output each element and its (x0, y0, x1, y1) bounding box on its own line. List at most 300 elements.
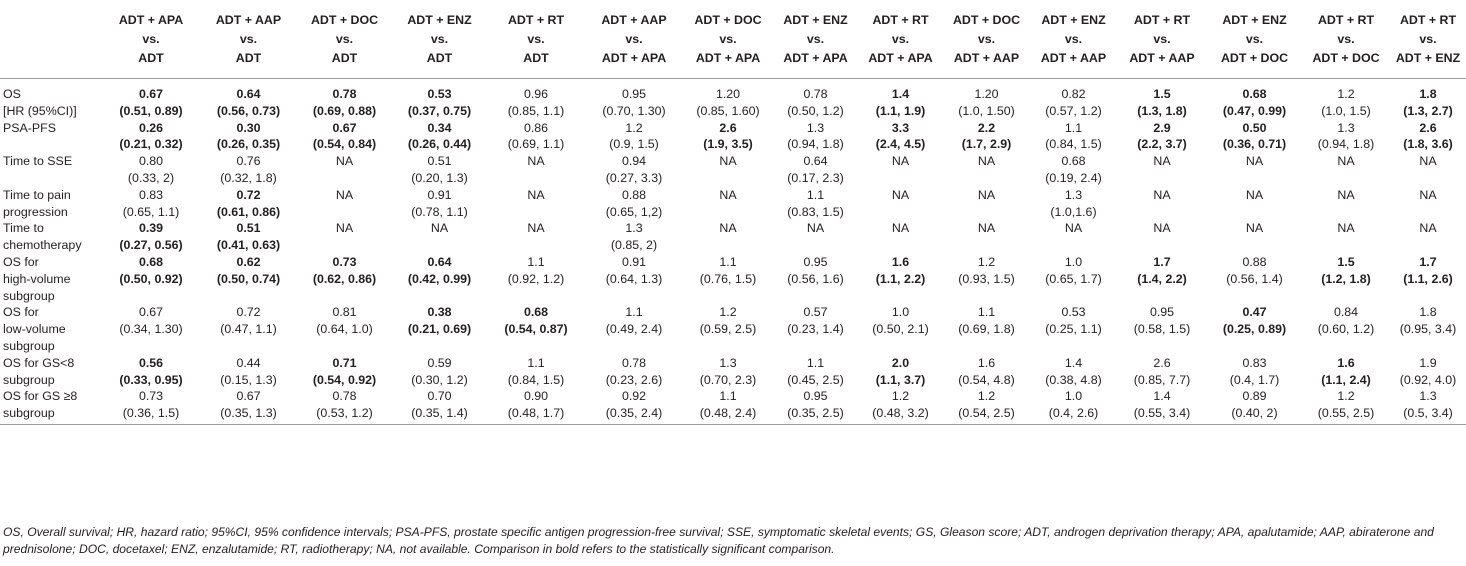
table-cell (1207, 254, 1302, 304)
hazard-ratio-value: 0.67 (138, 305, 164, 320)
hazard-ratio-value: 0.34 (427, 120, 452, 135)
hazard-ratio-value: 2.2 (977, 120, 996, 135)
table-cell (297, 187, 392, 221)
table-cell (1117, 254, 1207, 304)
confidence-interval: (0.55, 2.5) (1317, 406, 1375, 421)
hazard-ratio-value: NA (1245, 154, 1264, 169)
column-header (1030, 0, 1117, 79)
hazard-ratio-value: 2.6 (1419, 120, 1437, 135)
hazard-ratio-value: 0.95 (621, 87, 647, 101)
hazard-ratio-value: 0.68 (1242, 87, 1267, 101)
confidence-interval: (0.19, 2.4) (1045, 170, 1102, 185)
table-cell (487, 86, 585, 120)
hazard-ratio-value: 0.64 (427, 254, 452, 269)
confidence-interval: (0.15, 1.3) (220, 372, 277, 387)
confidence-interval: (0.9, 1.5) (609, 137, 659, 152)
table-cell (102, 220, 200, 254)
confidence-interval: (0.93, 1.5) (958, 271, 1015, 286)
row-label-line: subgroup (3, 338, 55, 353)
row-label-line: progression (3, 204, 68, 219)
table-cell (585, 304, 683, 354)
column-header-line: ADT + RT (872, 12, 929, 27)
hazard-ratio-value: NA (977, 187, 996, 202)
confidence-interval: (0.69, 1.8) (958, 322, 1015, 337)
hazard-ratio-value: 1.1 (806, 187, 825, 202)
table-cell (297, 86, 392, 120)
hazard-ratio-value: 0.39 (138, 221, 164, 236)
confidence-interval: (0.20, 1.3) (411, 170, 468, 185)
hazard-ratio-value: 1.0 (1064, 389, 1083, 404)
table-cell (585, 187, 683, 221)
column-header (943, 0, 1030, 79)
column-header (102, 0, 200, 79)
table-cell (858, 355, 943, 389)
table-cell (1030, 304, 1117, 354)
table-cell (1207, 120, 1302, 154)
row-label-line: subgroup (3, 372, 55, 387)
hazard-ratio-value: 0.78 (803, 87, 828, 101)
row-label-line: Time to pain (3, 187, 71, 202)
hazard-ratio-value: 0.73 (138, 389, 164, 404)
hazard-ratio-value: NA (1337, 187, 1355, 202)
confidence-interval: (0.36, 0.71) (1222, 137, 1287, 152)
confidence-interval: (1.4, 2.2) (1137, 271, 1187, 286)
table-row (0, 304, 1466, 354)
row-label-line: chemotherapy (3, 238, 82, 253)
table-cell (943, 304, 1030, 354)
hazard-ratio-value: NA (1245, 187, 1264, 202)
table-cell (1207, 153, 1302, 187)
table-cell (773, 153, 858, 187)
table-cell (1030, 153, 1117, 187)
confidence-interval: (0.35, 1.3) (220, 406, 277, 421)
hazard-ratio-value: 0.68 (523, 305, 549, 320)
row-label-line: subgroup (3, 406, 55, 421)
column-header-line: ADT + APA (695, 50, 761, 65)
column-header-line: ADT + APA (601, 50, 667, 65)
column-header (1117, 0, 1207, 79)
hazard-ratio-value: NA (1419, 187, 1437, 202)
column-header-line: vs. (430, 31, 449, 46)
hazard-ratio-value: 1.2 (977, 389, 996, 404)
column-header-line: ADT + RT (1133, 12, 1191, 27)
table-row (0, 86, 1466, 120)
table-cell (1302, 388, 1390, 424)
table-cell (200, 153, 297, 187)
confidence-interval: (0.50, 0.92) (119, 271, 183, 286)
table-row (0, 220, 1466, 254)
table-cell (1302, 153, 1390, 187)
column-header-line: ADT + AAP (215, 12, 282, 27)
confidence-interval: (0.60, 1.2) (1317, 322, 1375, 337)
hazard-ratio-value: 1.4 (1153, 389, 1171, 404)
hazard-ratio-value: 1.8 (1419, 87, 1437, 101)
confidence-interval: (0.84, 1.5) (1045, 137, 1102, 152)
header-spacer (0, 79, 1466, 87)
table-cell (683, 220, 773, 254)
confidence-interval: (0.53, 1.2) (316, 406, 373, 421)
confidence-interval: (0.92, 4.0) (1399, 372, 1457, 387)
table-cell (1302, 120, 1390, 154)
hazard-ratio-value: 1.3 (625, 221, 643, 236)
hazard-ratio-value: NA (891, 154, 910, 169)
hazard-ratio-value: 0.80 (138, 154, 164, 169)
row-label-line: OS for (3, 254, 39, 269)
hazard-ratio-value: 0.89 (1242, 389, 1267, 404)
table-cell (1390, 120, 1466, 154)
column-header-line: ADT + ENZ (1041, 12, 1106, 27)
confidence-interval: (0.41, 0.63) (216, 238, 281, 253)
table-cell (1302, 254, 1390, 304)
confidence-interval: (0.54, 0.84) (312, 137, 377, 152)
confidence-interval: (0.69, 1.1) (507, 137, 565, 152)
confidence-interval: (0.21, 0.32) (119, 137, 183, 152)
hazard-ratio-value: NA (335, 221, 354, 236)
table-row (0, 355, 1466, 389)
table-cell (943, 153, 1030, 187)
row-label (0, 388, 102, 424)
hazard-ratio-value: 1.6 (977, 355, 996, 370)
hazard-ratio-value: NA (335, 187, 354, 202)
hazard-ratio-value: NA (1337, 221, 1355, 236)
column-header-line: ADT + RT (507, 12, 565, 27)
hazard-ratio-value: 1.0 (1064, 254, 1083, 269)
column-header-line: vs. (1153, 31, 1171, 46)
table-cell (858, 187, 943, 221)
table-cell (1030, 388, 1117, 424)
column-header-line: ADT + ENZ (407, 12, 472, 27)
hazard-ratio-value: 0.73 (332, 254, 357, 269)
table-cell (585, 153, 683, 187)
hazard-ratio-value: 1.1 (1064, 120, 1083, 135)
table-cell (1117, 355, 1207, 389)
confidence-interval: (0.70, 2.3) (699, 372, 757, 387)
row-label-line: OS for GS ≥8 (3, 389, 78, 404)
confidence-interval: (0.65, 1.1) (122, 204, 180, 219)
hazard-ratio-value: NA (335, 154, 354, 169)
hazard-ratio-value: NA (719, 221, 737, 236)
hazard-ratio-value: 1.1 (977, 305, 996, 320)
column-header (1302, 0, 1390, 79)
column-header (585, 0, 683, 79)
hazard-ratio-value: 1.4 (891, 87, 910, 101)
column-header-line: ADT + ENZ (783, 12, 848, 27)
confidence-interval: (1.7, 2.9) (961, 137, 1012, 152)
hazard-ratio-value: 0.72 (236, 305, 261, 320)
table-cell (943, 187, 1030, 221)
hazard-ratio-value: 1.20 (974, 87, 999, 101)
table-cell (487, 220, 585, 254)
row-label-line: high-volume (3, 271, 71, 286)
table-cell (585, 220, 683, 254)
hazard-ratio-value: 0.90 (523, 389, 549, 404)
table-cell (1302, 355, 1390, 389)
table-cell (943, 355, 1030, 389)
column-header-line: vs. (806, 31, 825, 46)
table-row (0, 254, 1466, 304)
table-cell (487, 187, 585, 221)
table-cell (773, 86, 858, 120)
table-cell (858, 388, 943, 424)
confidence-interval: (0.78, 1.1) (411, 204, 468, 219)
column-header-line: ADT + DOC (952, 12, 1021, 27)
table-footnote: OS, Overall survival; HR, hazard ratio; 95%CI, 95% confidence intervals; PSA-PFS, prostate specific antigen progression-free survival; SSE, symptomatic skeletal events; GS, Gleason score; ADT, androgen deprivation therapy; APA, apalutamide; AAP, abiraterone and prednisolone; DOC, docetaxel; ENZ, enzalutamide; RT, radiotherapy; NA, not available. Comparison in bold refers to the statistically significant comparison. (3, 525, 1434, 557)
hazard-ratio-value: 3.3 (891, 120, 910, 135)
hazard-ratio-value: 0.67 (332, 120, 357, 135)
table-cell (1117, 304, 1207, 354)
hazard-ratio-value: 0.91 (621, 254, 647, 269)
confidence-interval: (0.95, 3.4) (1399, 322, 1457, 337)
confidence-interval: (0.36, 1.5) (122, 406, 180, 421)
table-cell (683, 388, 773, 424)
hazard-ratio-value: 1.3 (1064, 187, 1083, 202)
hazard-ratio-value: 0.64 (803, 154, 828, 169)
table-body (0, 79, 1466, 425)
table-cell (1030, 355, 1117, 389)
row-label (0, 86, 102, 120)
confidence-interval: (0.54, 0.92) (312, 372, 377, 387)
hazard-ratio-value: 0.72 (236, 187, 261, 202)
hazard-ratio-value: 1.1 (719, 389, 737, 404)
hazard-ratio-value: NA (1337, 154, 1355, 169)
hazard-ratio-value: 0.59 (427, 355, 452, 370)
confidence-interval: (0.61, 0.86) (216, 204, 281, 219)
table-row (0, 153, 1466, 187)
confidence-interval: (0.54, 2.5) (958, 406, 1015, 421)
row-label-line: OS (3, 87, 21, 101)
hazard-ratio-value: 1.2 (625, 120, 643, 135)
column-header (1207, 0, 1302, 79)
table-cell (1390, 187, 1466, 221)
hazard-ratio-value: 0.82 (1061, 87, 1086, 101)
confidence-interval: (0.94, 1.8) (1317, 137, 1375, 152)
hazard-ratio-value: 1.9 (1419, 355, 1437, 370)
confidence-interval: (0.37, 0.75) (407, 103, 472, 118)
table-cell (1117, 120, 1207, 154)
hazard-ratio-value: 0.88 (1242, 254, 1267, 269)
confidence-interval: (0.42, 0.99) (407, 271, 472, 286)
confidence-interval: (0.56, 1.6) (787, 271, 844, 286)
table-cell (585, 355, 683, 389)
confidence-interval: (0.64, 1.0) (316, 322, 373, 337)
table-cell (200, 120, 297, 154)
table-cell (392, 120, 487, 154)
column-header-line: ADT + RT (1399, 12, 1457, 27)
table-cell (683, 187, 773, 221)
table-cell (1207, 304, 1302, 354)
hazard-ratio-value: NA (1153, 154, 1171, 169)
hazard-ratio-value: 1.20 (715, 87, 741, 101)
confidence-interval: (2.2, 3.7) (1137, 137, 1187, 152)
column-header-line: ADT + ENZ (1222, 12, 1287, 27)
table-cell (392, 355, 487, 389)
table-cell (297, 254, 392, 304)
row-label-line: subgroup (3, 288, 55, 303)
hazard-ratio-value: 0.71 (332, 355, 357, 370)
confidence-interval: (0.85, 1.60) (696, 103, 760, 118)
table-cell (683, 86, 773, 120)
hazard-ratio-value: NA (527, 154, 545, 169)
table-cell (200, 220, 297, 254)
table-row (0, 388, 1466, 424)
hazard-ratio-value: 0.26 (138, 120, 164, 135)
confidence-interval: (0.54, 4.8) (958, 372, 1015, 387)
confidence-interval: (0.47, 0.99) (1222, 103, 1287, 118)
row-label-line: PSA-PFS (3, 120, 57, 135)
hazard-ratio-value: 2.0 (891, 355, 910, 370)
table-cell (585, 86, 683, 120)
confidence-interval: (0.56, 0.73) (216, 103, 281, 118)
hazard-ratio-value: 0.83 (138, 187, 164, 202)
table-cell (297, 355, 392, 389)
row-label-line: low-volume (3, 322, 66, 337)
confidence-interval: (0.25, 0.89) (1222, 322, 1287, 337)
confidence-interval: (0.26, 0.44) (407, 137, 472, 152)
table-cell (1207, 388, 1302, 424)
confidence-interval: (0.76, 1.5) (699, 271, 757, 286)
table-cell (773, 254, 858, 304)
table-cell (102, 153, 200, 187)
confidence-interval: (0.32, 1.8) (220, 170, 277, 185)
hazard-ratio-value: 1.1 (719, 254, 737, 269)
column-header-line: ADT (235, 50, 262, 65)
confidence-interval: (1.1, 2.2) (875, 271, 926, 286)
table-cell (200, 86, 297, 120)
hazard-ratio-value: NA (1419, 154, 1437, 169)
table-cell (1117, 86, 1207, 120)
confidence-interval: (0.4, 1.7) (1229, 372, 1280, 387)
column-header-line: vs. (719, 31, 737, 46)
confidence-interval: (1.3, 2.7) (1403, 103, 1453, 118)
column-header-line: vs. (335, 31, 354, 46)
table-cell (1030, 187, 1117, 221)
table-cell (102, 388, 200, 424)
confidence-interval: (0.4, 2.6) (1048, 406, 1099, 421)
column-header-line: vs. (1337, 31, 1355, 46)
confidence-interval: (1.8, 3.6) (1403, 137, 1453, 152)
confidence-interval: (0.64, 1.3) (605, 271, 663, 286)
table-cell (585, 388, 683, 424)
hazard-ratio-value: 0.30 (236, 120, 261, 135)
hazard-ratio-value: 0.68 (1061, 154, 1086, 169)
column-header-line: vs. (239, 31, 258, 46)
confidence-interval: (0.50, 1.2) (787, 103, 844, 118)
confidence-interval: (0.85, 7.7) (1133, 372, 1191, 387)
hazard-ratio-value: 1.7 (1419, 254, 1437, 269)
column-header (392, 0, 487, 79)
hazard-ratio-value: 0.64 (236, 87, 261, 101)
hazard-ratio-value: NA (977, 154, 996, 169)
confidence-interval: (0.40, 2) (1231, 406, 1278, 421)
table-cell (1207, 220, 1302, 254)
confidence-interval: (0.33, 2) (127, 170, 175, 185)
table-cell (943, 120, 1030, 154)
hazard-ratio-value: 1.3 (1337, 120, 1355, 135)
table-cell (297, 153, 392, 187)
confidence-interval: (1.0, 1.5) (1321, 103, 1371, 118)
table-cell (200, 388, 297, 424)
table-cell (773, 120, 858, 154)
column-header-line: ADT + APA (118, 12, 184, 27)
table-cell (1390, 304, 1466, 354)
hazard-ratio-value: 1.2 (977, 254, 996, 269)
table-cell (102, 187, 200, 221)
hazard-ratio-value: 1.1 (527, 355, 545, 370)
confidence-interval: (0.58, 1.5) (1133, 322, 1191, 337)
row-label-line: [HR (95%CI)] (3, 103, 77, 118)
hazard-ratio-value: 1.2 (891, 389, 910, 404)
table-cell (773, 388, 858, 424)
table-cell (943, 86, 1030, 120)
table-cell (297, 220, 392, 254)
hazard-ratio-value: 1.2 (1337, 87, 1355, 101)
column-header-line: ADT (523, 50, 549, 65)
table-cell (683, 120, 773, 154)
hazard-ratio-value: 2.6 (1153, 355, 1171, 370)
column-header-line: vs. (142, 31, 160, 46)
column-header-line: vs. (1419, 31, 1437, 46)
hazard-ratio-value: 0.76 (236, 154, 261, 169)
table-cell (858, 304, 943, 354)
column-header (773, 0, 858, 79)
confidence-interval: (0.23, 2.6) (605, 372, 663, 387)
hazard-ratio-value: 0.38 (427, 305, 452, 320)
column-header-line: vs. (891, 31, 910, 46)
table-cell (487, 388, 585, 424)
hazard-ratio-value: 1.6 (891, 254, 910, 269)
hazard-ratio-value: 0.95 (803, 389, 828, 404)
table-cell (1390, 355, 1466, 389)
hazard-ratio-value: 1.5 (1337, 254, 1355, 269)
confidence-interval: (2.4, 4.5) (875, 137, 926, 152)
table-cell (773, 304, 858, 354)
table-cell (943, 388, 1030, 424)
table-cell (858, 254, 943, 304)
column-header-line: vs. (1245, 31, 1264, 46)
row-label-line: OS for (3, 305, 39, 320)
table-cell (1030, 254, 1117, 304)
hazard-ratio-value: 1.3 (719, 355, 737, 370)
table-cell (297, 304, 392, 354)
table-cell (297, 120, 392, 154)
table-cell (392, 86, 487, 120)
confidence-interval: (0.35, 2.4) (605, 406, 663, 421)
row-label (0, 355, 102, 389)
table-cell (487, 153, 585, 187)
hazard-ratio-value: 0.83 (1242, 355, 1267, 370)
confidence-interval: (0.35, 1.4) (411, 406, 468, 421)
table-cell (487, 304, 585, 354)
confidence-interval: (1.9, 3.5) (703, 137, 753, 152)
table-cell (1117, 388, 1207, 424)
table-cell (683, 153, 773, 187)
confidence-interval: (0.27, 0.56) (119, 238, 183, 253)
hazard-ratio-value: 1.1 (527, 254, 545, 269)
column-header-line: ADT (138, 50, 164, 65)
table-cell (858, 220, 943, 254)
table-cell (858, 153, 943, 187)
table-cell (392, 388, 487, 424)
confidence-interval: (0.25, 1.1) (1045, 322, 1102, 337)
column-header-line: vs. (977, 31, 996, 46)
table-cell (200, 254, 297, 304)
column-header-line: ADT + RT (1317, 12, 1375, 27)
table-cell (1030, 86, 1117, 120)
hazard-ratio-value: 0.81 (332, 305, 357, 320)
row-label (0, 187, 102, 221)
hazard-ratio-value: NA (719, 154, 737, 169)
table-row (0, 187, 1466, 221)
